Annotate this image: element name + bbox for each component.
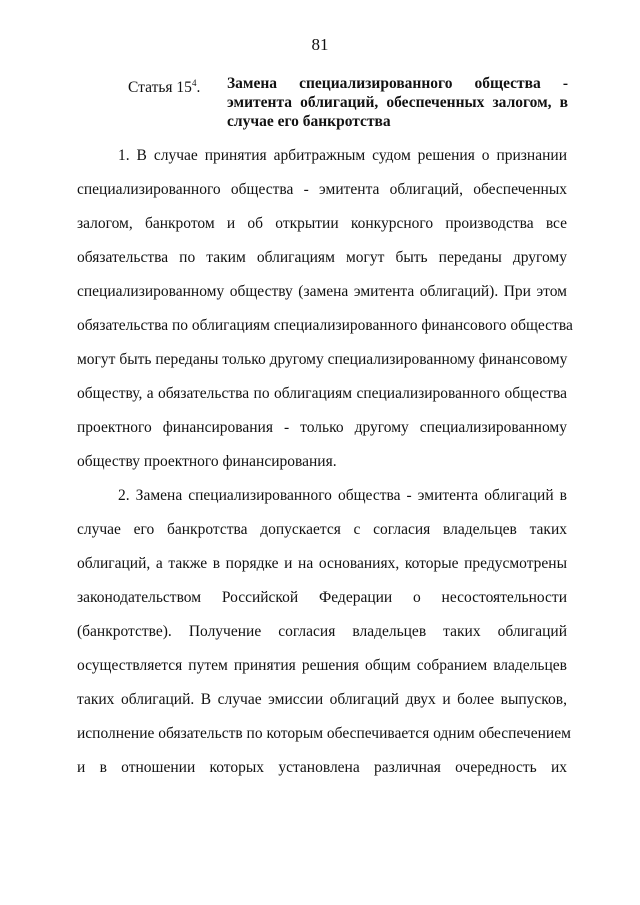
text-line: 2. Замена специализированного общества - эмитента облигаций в <box>118 487 567 504</box>
text-line: 1. В случае принятия арбитражным судом решения о признании <box>118 147 567 164</box>
text-line: исполнение обязательств по которым обеспечивается одним обеспечением <box>77 725 571 742</box>
text-line: обществу, а обязательства по облигациям специализированного общества <box>77 385 567 402</box>
page-number: 81 <box>311 35 329 54</box>
text-line: и в отношении которых установлена различная очередность их <box>77 759 567 776</box>
text-line: обществу проектного финансирования. <box>77 453 337 470</box>
article-title <box>227 74 568 131</box>
article-label-text: Статья 15 <box>128 79 192 96</box>
text-line: могут быть переданы только другому специализированному финансовому <box>77 351 568 368</box>
article-title-line: эмитента облигаций, обеспеченных залогом, в <box>227 94 568 111</box>
text-line: таких облигаций. В случае эмиссии облигаций двух и более выпусков, <box>77 691 567 708</box>
text-line: законодательством Российской Федерации о несостоятельности <box>77 589 567 606</box>
text-line: обязательства по облигациям специализированного финансового общества <box>77 317 573 334</box>
text-line: залогом, банкротом и об открытии конкурсного производства все <box>77 215 567 232</box>
text-line: осуществляется путем принятия решения общим собранием владельцев <box>77 657 567 674</box>
article-label-superscript: 4 <box>191 78 197 88</box>
article-label <box>128 74 200 97</box>
article-title-line: Замена специализированного общества - <box>227 75 568 92</box>
text-line: специализированного общества - эмитента облигаций, обеспеченных <box>77 181 567 198</box>
text-line: обязательства по таким облигациям могут быть переданы другому <box>77 249 567 266</box>
article-label-suffix: . <box>196 79 201 96</box>
text-line: проектного финансирования - только другому специализированному <box>77 419 567 436</box>
text-line: специализированному обществу (замена эмитента облигаций). При этом <box>77 283 567 300</box>
text-line: облигаций, а также в порядке и на основаниях, которые предусмотрены <box>77 555 567 572</box>
text-line: случае его банкротства допускается с согласия владельцев таких <box>77 521 567 538</box>
article-title-line: случае его банкротства <box>227 113 391 130</box>
text-line: (банкротстве). Получение согласия владельцев таких облигаций <box>77 623 567 640</box>
